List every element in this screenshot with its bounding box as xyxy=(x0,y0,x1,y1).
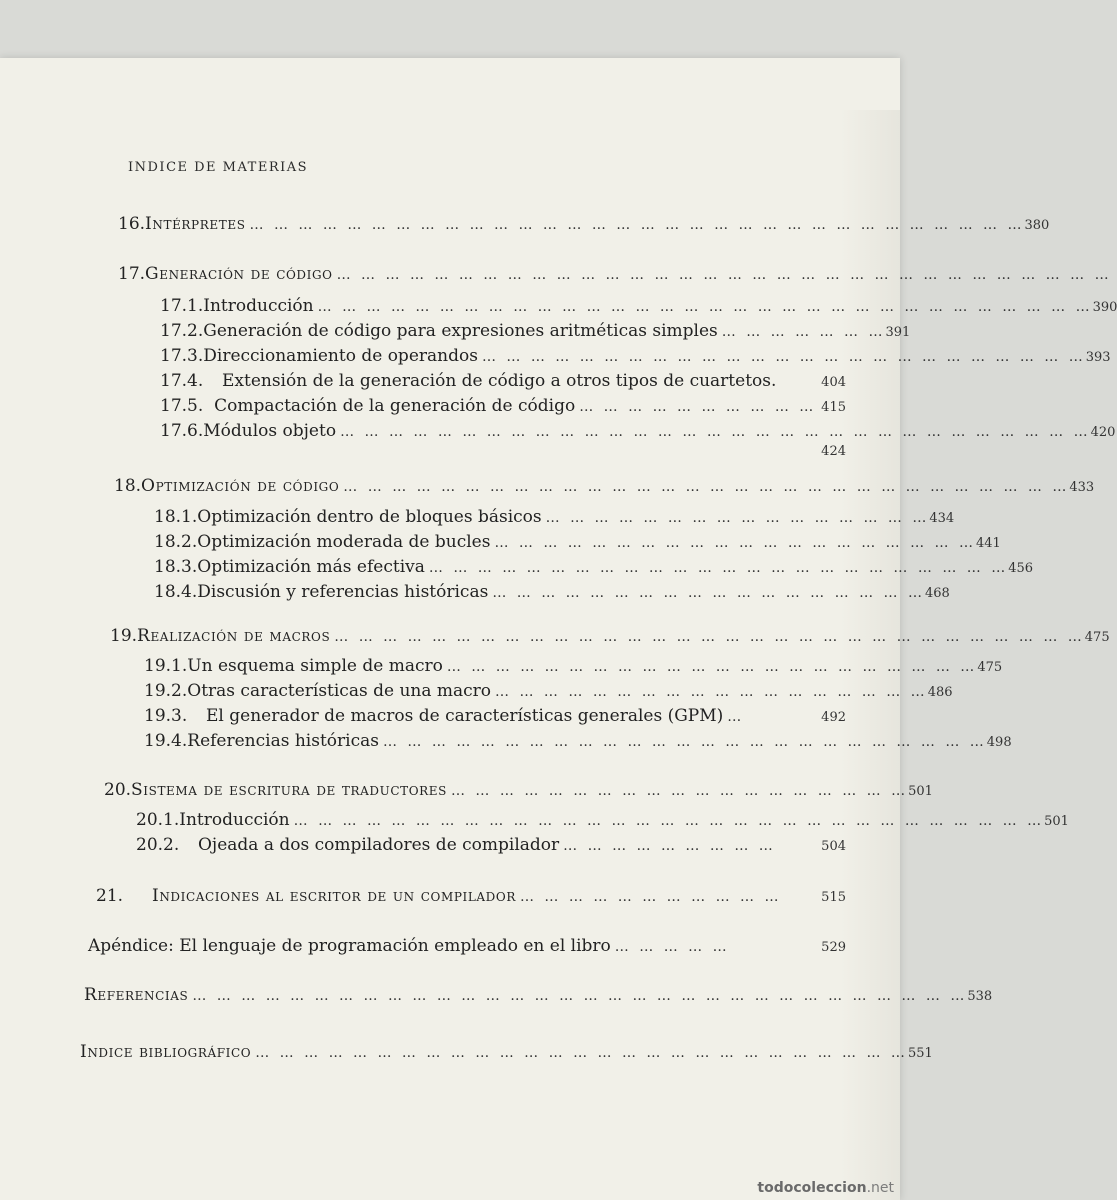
entry-page: 492 xyxy=(821,710,846,725)
entry-title: Ojeada a dos compiladores de compilador xyxy=(198,835,560,855)
entry-title: Referencias xyxy=(84,985,189,1005)
toc-entry-20 xyxy=(104,780,933,800)
entry-title: Optimización dentro de bloques básicos xyxy=(197,507,542,527)
entry-number: 21. xyxy=(96,886,124,906)
entry-page: 434 xyxy=(929,511,955,526)
entry-number: 20. xyxy=(104,780,132,800)
entry-number: 18.4. xyxy=(154,582,198,602)
entry-number: 17.3. xyxy=(160,346,204,366)
entry-number: 16. xyxy=(118,214,146,234)
entry-page: 433 xyxy=(1069,480,1095,495)
entry-number: 19. xyxy=(110,626,138,646)
entry-number: 18.3. xyxy=(154,557,198,577)
dot-leader: … … … … … … … … … … … … … … … … … … … … … … … … … … … … … … … … xyxy=(317,299,1093,315)
entry-page: 393 xyxy=(1085,350,1111,365)
entry-page: 424 xyxy=(821,444,846,459)
entry-number: 17.2. xyxy=(160,321,204,341)
dot-leader: … … … … … … … … … … … … … … … … … … … … … … … … … … … xyxy=(255,1045,908,1061)
entry-title: Extensión de la generación de código a otros tipos de cuartetos. xyxy=(222,371,777,391)
toc-entry-18-1 xyxy=(154,507,955,527)
entry-page: 498 xyxy=(986,735,1012,750)
entry-page: 515 xyxy=(821,890,846,905)
entry-title: Optimización de código xyxy=(141,476,340,496)
entry-page: 380 xyxy=(1024,218,1050,233)
dot-leader: … … … … … … … … … … … … … … … … … … … xyxy=(450,783,909,799)
toc-entry-17-1 xyxy=(160,296,1117,316)
watermark xyxy=(757,1180,894,1196)
entry-page: 504 xyxy=(821,839,846,854)
toc-entry-17-3 xyxy=(160,346,1111,366)
entry-title: Referencias históricas xyxy=(187,731,379,751)
entry-number: 17. xyxy=(118,264,146,284)
toc-entry-appendix xyxy=(88,936,846,956)
entry-title: Introducción xyxy=(203,296,314,316)
toc-entry-16 xyxy=(118,214,1050,234)
entry-title: Realización de macros xyxy=(137,626,331,646)
toc-entry-bibliographic-index xyxy=(80,1042,933,1062)
entry-number: 19.2. xyxy=(144,681,188,701)
entry-title: Optimización más efectiva xyxy=(197,557,425,577)
running-header: INDICE DE MATERIAS xyxy=(128,160,309,175)
watermark-brand: todocoleccion xyxy=(757,1180,867,1196)
dot-leader: … … … … … … … … … … … … … … … … … … … … … … … … … … … … … … … xyxy=(340,424,1091,440)
entry-page: 404 xyxy=(821,375,846,390)
toc-entry-17-5 xyxy=(160,396,846,416)
entry-title: Generación de código xyxy=(145,264,333,284)
entry-title: Indice bibliográfico xyxy=(80,1042,252,1062)
entry-page: 441 xyxy=(976,536,1001,551)
entry-page: 538 xyxy=(967,989,993,1004)
toc-entry-17 xyxy=(118,264,1112,284)
entry-title: Compactación de la generación de código xyxy=(214,396,576,416)
entry-page: 501 xyxy=(908,784,933,799)
entry-title: Indicaciones al escritor de un compilador xyxy=(152,886,516,906)
entry-title: Introducción xyxy=(179,810,290,830)
toc-entry-extra-page xyxy=(160,444,846,459)
entry-page: 420 xyxy=(1090,425,1116,440)
entry-number: 19.1. xyxy=(144,656,188,676)
toc-entry-19 xyxy=(110,626,1110,646)
toc-entry-19-3 xyxy=(144,706,846,726)
toc-entry-19-4 xyxy=(144,731,1012,751)
entry-page: 501 xyxy=(1044,814,1069,829)
dot-leader: … … … … … … … … … … … … … … … … … … … … … … … … xyxy=(428,560,1009,576)
dot-leader: … … … … … … … … … … … … … … … … … … … … … … … … … … … … … … … xyxy=(293,813,1045,829)
entry-number: 17.4. xyxy=(160,371,204,391)
toc-entry-17-6 xyxy=(160,421,1116,441)
entry-page: 390 xyxy=(1092,300,1117,315)
entry-page: 475 xyxy=(1084,630,1110,645)
toc-entry-19-1 xyxy=(144,656,1003,676)
entry-number: 18.2. xyxy=(154,532,198,552)
entry-title: Sistema de escritura de traductores xyxy=(131,780,447,800)
dot-leader: … … … … … … … … … … … xyxy=(519,889,782,905)
entry-title: Apéndice: El lenguaje de programación empleado en el libro xyxy=(88,936,611,956)
entry-number: 19.3. xyxy=(144,706,188,726)
entry-title: Otras características de una macro xyxy=(187,681,492,701)
toc-entry-20-2 xyxy=(136,835,846,855)
dot-leader: … … … … … … … … … … … … … … … … … … … … … … … … … … … … … … … … xyxy=(336,267,1112,283)
dot-leader: … … … … … … … … … … … … … … … … … … … … … … … … … … … … … … … … xyxy=(249,217,1025,233)
toc-entry-18-2 xyxy=(154,532,1001,552)
entry-title: Un esquema simple de macro xyxy=(187,656,443,676)
dot-leader: … … … … … … … … … … … … … … … … … … … … … … … … … … … … … … … xyxy=(334,629,1085,645)
entry-page: 391 xyxy=(885,325,911,340)
dot-leader: … … … … … … … … … … … … … … … … … … xyxy=(495,684,928,700)
dot-leader: … … … … … … … … … … … … … … … … … … xyxy=(492,585,925,601)
toc-entry-17-2 xyxy=(160,321,911,341)
dot-leader: … … … … … … … … … … xyxy=(579,399,817,415)
entry-number: 19.4. xyxy=(144,731,188,751)
entry-title: Módulos objeto xyxy=(203,421,337,441)
toc-entry-19-2 xyxy=(144,681,953,701)
entry-page: 529 xyxy=(821,940,846,955)
toc-entry-17-4 xyxy=(160,371,846,391)
entry-number: 17.6. xyxy=(160,421,204,441)
entry-page: 456 xyxy=(1008,561,1034,576)
dot-leader: … … … … … … … … … … … … … … … … xyxy=(545,510,930,526)
watermark-tld: .net xyxy=(866,1180,894,1196)
entry-title: Generación de código para expresiones aritméticas simples xyxy=(203,321,718,341)
entry-page: 486 xyxy=(927,685,953,700)
dot-leader: … … … … … … … … … … … … … … … … … … … … … … xyxy=(446,659,978,675)
entry-number: 20.1. xyxy=(136,810,180,830)
dot-leader: … … … … … … … … … … … … … … … … … … … … … … … … … xyxy=(481,349,1086,365)
entry-title: Direccionamiento de operandos xyxy=(203,346,478,366)
entry-page: 468 xyxy=(924,586,950,601)
toc-entry-18-3 xyxy=(154,557,1034,577)
dot-leader: … … … … … … … … … xyxy=(563,838,776,854)
dot-leader: … … … … … … … … … … … … … … … … … … … … … … … … … xyxy=(382,734,987,750)
entry-number: 20.2. xyxy=(136,835,180,855)
entry-title: Discusión y referencias históricas xyxy=(197,582,489,602)
entry-title: Intérpretes xyxy=(145,214,246,234)
dot-leader: … xyxy=(727,709,745,725)
toc-entry-18-4 xyxy=(154,582,950,602)
dot-leader: … … … … … xyxy=(614,939,730,955)
dot-leader: … … … … … … … xyxy=(721,324,886,340)
entry-number: 17.5. xyxy=(160,396,204,416)
dot-leader: … … … … … … … … … … … … … … … … … … … … … … … … … … … … … … … … xyxy=(192,988,968,1004)
toc-entry-21 xyxy=(96,886,846,906)
entry-number: 18. xyxy=(114,476,142,496)
entry-page: 415 xyxy=(821,400,846,415)
entry-page: 551 xyxy=(907,1046,933,1061)
dot-leader: … … … … … … … … … … … … … … … … … … … … … … … … … … … … … … xyxy=(343,479,1070,495)
toc-entry-references xyxy=(84,985,993,1005)
entry-title: El generador de macros de características generales (GPM) xyxy=(206,706,724,726)
toc-entry-20-1 xyxy=(136,810,1069,830)
toc-entry-18 xyxy=(114,476,1095,496)
dot-leader: … … … … … … … … … … … … … … … … … … … … xyxy=(494,535,977,551)
entry-number: 17.1. xyxy=(160,296,204,316)
entry-page: 475 xyxy=(977,660,1003,675)
entry-number: 18.1. xyxy=(154,507,198,527)
entry-title: Optimización moderada de bucles xyxy=(197,532,491,552)
